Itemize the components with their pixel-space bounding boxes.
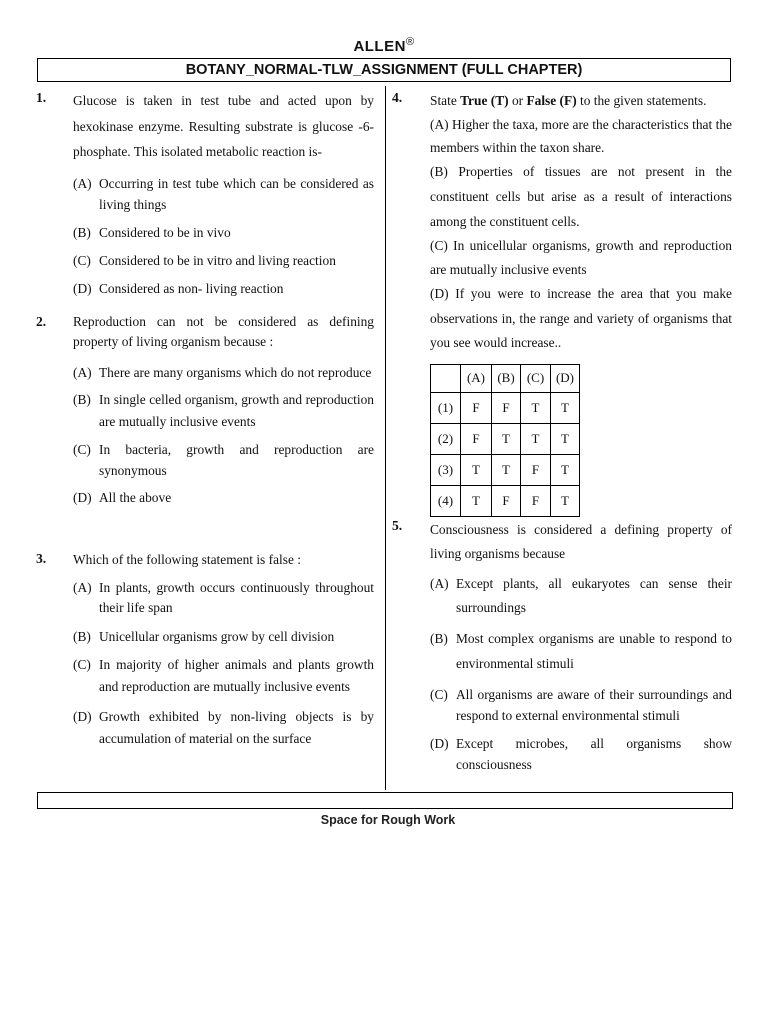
question-4 — [392, 88, 732, 517]
option-label: (D) — [73, 709, 92, 724]
option-label: (C) — [73, 442, 91, 457]
table-cell: T — [551, 392, 580, 423]
assignment-title: BOTANY_NORMAL-TLW_ASSIGNMENT (FULL CHAPTER) — [37, 58, 731, 82]
option-label: (D) — [430, 736, 449, 751]
brand-name: ALLEN — [353, 38, 406, 55]
options — [73, 173, 374, 299]
question-number: 3. — [36, 551, 47, 566]
option-label: (A) — [73, 175, 92, 191]
table-cell: T — [492, 454, 521, 485]
statement-label: (A) — [430, 117, 449, 132]
question-5 — [392, 518, 732, 775]
table-row — [431, 454, 580, 485]
question-text-post: to the given statements. — [576, 93, 707, 108]
option-c — [73, 654, 374, 698]
table-cell: F — [461, 392, 492, 423]
table-header-row — [431, 364, 580, 392]
table-cell: T — [551, 485, 580, 516]
option-label: (D) — [73, 490, 92, 505]
statement-text: If you were to increase the area that you make observations in, the range and variety of organisms that you see would increase.. — [430, 286, 732, 350]
option-text: All the above — [99, 490, 172, 505]
question-3 — [36, 549, 374, 750]
option-label: (C) — [73, 252, 91, 268]
statement-b — [430, 159, 732, 234]
option-label: (D) — [73, 280, 92, 296]
option-a — [73, 362, 374, 383]
statement-text: Higher the taxa, more are the characteristics that the members within the taxon share. — [430, 117, 732, 155]
option-text: Considered to be in vivo — [99, 224, 231, 240]
statement-c — [430, 234, 732, 282]
question-2 — [36, 312, 374, 508]
option-text: In majority of higher animals and plants growth and reproduction are mutually inclusive events — [99, 657, 374, 694]
question-text: Glucose is taken in test tube and acted upon by hexokinase enzyme. Resulting substrate is glucose -6- phosphate. This isolated metabolic reaction is- — [73, 93, 374, 159]
option-text: Considered as non- living reaction — [99, 280, 284, 296]
brand-logo — [0, 36, 768, 55]
rough-work-box — [37, 792, 733, 809]
option-text: In plants, growth occurs continuously throughout their life span — [99, 580, 374, 615]
question-number: 5. — [392, 518, 403, 533]
table-cell: T — [521, 392, 551, 423]
column-divider — [385, 86, 386, 790]
table-header — [431, 364, 461, 392]
table-cell: F — [492, 392, 521, 423]
option-label: (A) — [73, 365, 92, 380]
question-number: 1. — [36, 90, 47, 105]
table-cell: (3) — [431, 454, 461, 485]
option-d — [73, 278, 374, 299]
option-text: Most complex organisms are unable to respond to environmental stimuli — [456, 631, 732, 671]
statement-a — [430, 113, 732, 159]
option-label: (B) — [73, 629, 91, 644]
option-text: All organisms are aware of their surroundings and respond to external environmental stimuli — [456, 687, 732, 723]
table-cell: T — [551, 454, 580, 485]
option-label: (B) — [430, 631, 448, 646]
table-cell: F — [461, 423, 492, 454]
options — [430, 572, 732, 775]
statement-text: Properties of tissues are not present in the constituent cells but arise as a result of interactions among the constituent cells. — [430, 164, 732, 229]
false-word: False (F) — [526, 93, 577, 108]
rough-work-label: Space for Rough Work — [320, 813, 456, 827]
option-label: (B) — [73, 392, 91, 407]
option-label: (C) — [73, 657, 91, 672]
table-header: (A) — [461, 364, 492, 392]
table-row — [431, 423, 580, 454]
statements — [430, 113, 732, 356]
option-b — [73, 389, 374, 433]
option-b — [430, 626, 732, 676]
option-text: Growth exhibited by non-living objects is by accumulation of material on the surface — [99, 709, 374, 746]
table-header: (D) — [551, 364, 580, 392]
option-b — [73, 626, 374, 647]
statement-label: (D) — [430, 286, 449, 301]
options — [73, 362, 374, 508]
question-text: Consciousness is considered a defining property of living organisms because — [430, 522, 732, 561]
table-cell: (4) — [431, 485, 461, 516]
option-c — [73, 439, 374, 481]
table-header: (B) — [492, 364, 521, 392]
question-text: Reproduction can not be considered as defining property of living organism because : — [73, 314, 374, 349]
question-text-pre: State — [430, 93, 461, 108]
option-label: (B) — [73, 224, 91, 240]
table-cell: T — [551, 423, 580, 454]
option-d — [73, 487, 374, 508]
option-a — [73, 578, 374, 618]
option-c — [73, 250, 374, 271]
table-row — [431, 485, 580, 516]
statement-label: (C) — [430, 238, 448, 253]
option-text: Unicellular organisms grow by cell division — [99, 629, 335, 644]
option-c — [430, 684, 732, 726]
option-d — [430, 733, 732, 775]
statement-text: In unicellular organisms, growth and reproduction are mutually inclusive events — [430, 238, 732, 277]
question-text: Which of the following statement is false : — [73, 552, 301, 567]
option-text: Except microbes, all organisms show consciousness — [456, 736, 732, 772]
table-cell: (1) — [431, 392, 461, 423]
option-a — [73, 173, 374, 215]
option-text: Except plants, all eukaryotes can sense their surroundings — [456, 576, 732, 615]
option-text: Considered to be in vitro and living reaction — [99, 252, 336, 268]
table-cell: T — [461, 454, 492, 485]
option-b — [73, 222, 374, 243]
table-cell: T — [461, 485, 492, 516]
registered-mark: ® — [405, 36, 415, 48]
question-1 — [36, 88, 374, 299]
table-cell: F — [521, 485, 551, 516]
question-text — [430, 88, 732, 113]
option-d — [73, 706, 374, 750]
table-header: (C) — [521, 364, 551, 392]
question-number: 2. — [36, 314, 47, 329]
table-cell: T — [492, 423, 521, 454]
statement-d — [430, 282, 732, 356]
option-label: (A) — [430, 576, 449, 591]
option-text: Occurring in test tube which can be considered as living things — [99, 175, 374, 212]
option-a — [430, 572, 732, 620]
option-text: In bacteria, growth and reproduction are synonymous — [99, 442, 374, 478]
table-cell: F — [492, 485, 521, 516]
option-text: There are many organisms which do not reproduce — [99, 365, 372, 380]
true-word: True (T) — [460, 93, 509, 108]
option-label: (A) — [73, 580, 92, 595]
question-text-or: or — [508, 93, 527, 108]
options — [73, 578, 374, 750]
question-number: 4. — [392, 90, 403, 105]
table-row — [431, 392, 580, 423]
table-cell: (2) — [431, 423, 461, 454]
table-cell: F — [521, 454, 551, 485]
statement-label: (B) — [430, 164, 448, 179]
answer-table — [430, 364, 580, 517]
option-label: (C) — [430, 687, 448, 702]
table-cell: T — [521, 423, 551, 454]
option-text: In single celled organism, growth and reproduction are mutually inclusive events — [99, 392, 374, 429]
